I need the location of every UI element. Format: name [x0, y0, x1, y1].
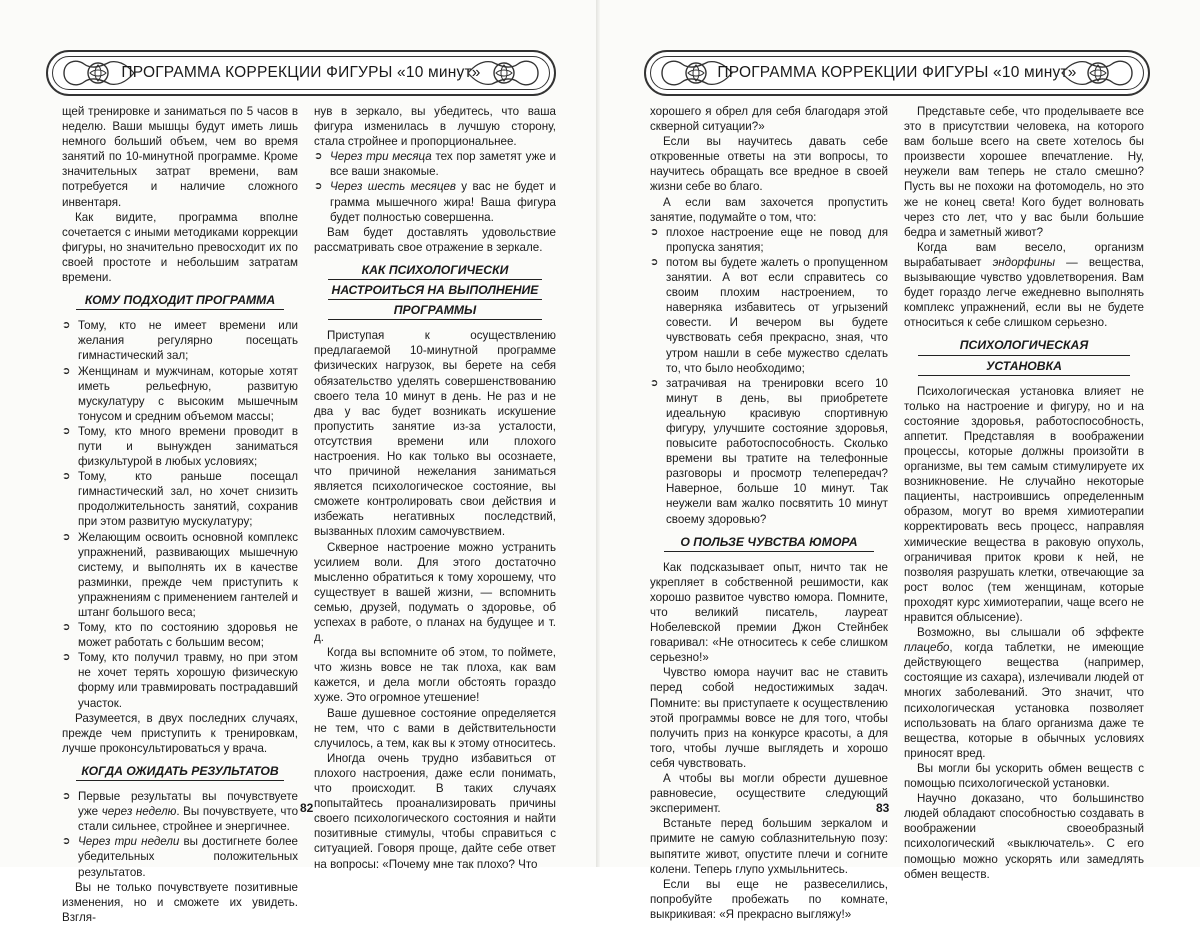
list-item: ➲ затрачивая на тренировки всего 10 минут в день, вы приобретете идеальную красивую спортивную фигуру, улучшите состояние здоровья, повысите работоспособность. Сколько времени вы тратите на телефонные разговоры и просмотр телепередач? Наверное, больше 10 минут. Так неужели вам жалко посвятить 10 минут своему здоровью?: [650, 376, 888, 527]
list-item: ➲ Желающим освоить основной комплекс упражнений, развивающих мышечную систему, и выполнять их в качестве разминки, прежде чем приступить к упражнениям с применением гантелей и штанг большого веса;: [62, 530, 298, 621]
paragraph: А чтобы вы могли обрести душевное равновесие, осуществите следующий эксперимент.: [650, 772, 888, 816]
page-number: 83: [876, 801, 890, 815]
paragraph: Представьте себе, что проделываете все это в присутствии человека, на которого вам больше всего на свете хотелось бы произвести хорошее впечатление. Ну, неужели вам теперь не стало смешно? Пусть вы не похожи на фотомодель, но это же не конец света! Кого будет волновать через сто лет, что у вас были большие бедра и заметный живот?: [904, 105, 1144, 239]
bullet-list: [62, 789, 298, 880]
right-column-2: [904, 104, 1144, 882]
list-item: ➲ Женщинам и мужчинам, которые хотят иметь рельефную, развитую мускулатуру с высоким мышечным тонусом и средним объемом массы;: [62, 364, 298, 424]
running-header: [46, 50, 556, 96]
paragraph: Когда вы вспомните об этом, то поймете, что жизнь вовсе не так плоха, как вам кажется, и дела могли обстоять гораздо хуже. Это огромное утешение!: [314, 646, 556, 705]
paragraph: Возможно, вы слышали об эффекте плацебо, когда таблетки, не имеющие действующего вещества (например, состоящие из сахара), излечивали людей от многих заболеваний. Это значит, что психологическая установка позволяет использовать на благо организма даже те вещества, которые в обычных условиях приносят вред.: [904, 626, 1144, 760]
list-item: ➲ плохое настроение еще не повод для пропуска занятия;: [650, 225, 888, 255]
section-heading: КАК ПСИХОЛОГИЧЕСКИ НАСТРОИТЬСЯ НА ВЫПОЛНЕНИЕ ПРОГРАММЫ: [314, 263, 556, 320]
paragraph: хорошего я обрел для себя благодаря этой скверной ситуации?»: [650, 105, 888, 134]
running-header: [644, 50, 1150, 96]
paragraph: Вы не только почувствуете позитивные изменения, но и сможете их увидеть. Взгля-: [62, 880, 298, 924]
section-heading: ПСИХОЛОГИЧЕСКАЯ УСТАНОВКА: [904, 338, 1144, 375]
paragraph: Научно доказано, что большинство людей обладают способностью создавать в воображении своеобразный психологический «выключатель». С его помощью можно ускорять или замедлять обмен веществ.: [904, 792, 1144, 881]
list-item: ➲ Первые результаты вы почувствуете уже через неделю. Вы почувствуете, что стали сильнее, стройнее и энергичнее.: [62, 789, 298, 834]
list-item: ➲ Через три недели вы достигнете более убедительных положительных результатов.: [62, 834, 298, 879]
paragraph: нув в зеркало, вы убедитесь, что ваша фигура изменилась в лучшую сторону, стала стройнее и пропорциональнее.: [314, 105, 556, 149]
paragraph: Разумеется, в двух последних случаях, прежде чем приступить к тренировкам, лучше проконсультироваться у врача.: [62, 711, 298, 755]
list-item: ➲ Тому, кто получил травму, но при этом не хочет терять хорошую физическую форму или травмировать пострадавший участок.: [62, 650, 298, 710]
section-heading: КОГДА ОЖИДАТЬ РЕЗУЛЬТАТОВ: [62, 764, 298, 781]
paragraph: Чувство юмора научит вас не ставить перед собой недостижимых задач. Помните: вы приступаете к осуществлению этой программы вовсе не для того, чтобы получить приз на конкурсе красоты, а для того, чтобы лучше выглядеть и хорошо себя чувствовать.: [650, 666, 888, 770]
right-page: [600, 0, 1200, 921]
paragraph: Скверное настроение можно устранить усилием воли. Для этого достаточно мысленно обратиться к тому хорошему, что существует в вашей жизни, — вспомнить семью, друзей, подумать о здоровье, об успехах в работе, о планах на будущее и т. д.: [314, 540, 556, 645]
list-item: ➲ Тому, кто много времени проводит в пути и вынужден заниматься физкультурой в любых условиях;: [62, 424, 298, 469]
section-heading: КОМУ ПОДХОДИТ ПРОГРАММА: [62, 293, 298, 310]
paragraph: Если вы еще не развеселились, попробуйте пробежать по комнате, выкрикивая: «Я прекрасно выгляжу!»: [650, 877, 888, 921]
list-item: ➲ потом вы будете жалеть о пропущенном занятии. А вот если справитесь со своим плохим настроением, то наверняка избавитесь от угрызений совести. И вечером вы будете чувствовать себя прекрасно, зная, что утром нашли в себе мужество сделать то, что было необходимо;: [650, 255, 888, 376]
paragraph: Когда вам весело, организм вырабатывает эндорфины — вещества, вызывающие чувство удовлетворения. Вам будет гораздо легче ежедневно выполнять комплекс упражнений, если вы не будете относиться к себе слишком серьезно.: [904, 240, 1144, 330]
list-item: ➲ Через три месяца тех пор заметят уже и все ваши знакомые.: [314, 149, 556, 179]
paragraph: щей тренировке и заниматься по 5 часов в неделю. Ваши мышцы будут иметь лишь немного больший объем, чем во время занятий по 10-минутной программе. Кроме значительных затрат времени, вам потребуется и наличие сложного инвентаря.: [62, 105, 298, 209]
list-item: ➲ Тому, кто по состоянию здоровья не может работать с большим весом;: [62, 620, 298, 650]
right-column-1: [650, 104, 888, 922]
header-title: ПРОГРАММА КОРРЕКЦИИ ФИГУРЫ «10 минут»: [717, 64, 1077, 81]
paragraph: Вы могли бы ускорить обмен веществ с помощью психологической установки.: [904, 761, 1144, 791]
bullet-list: [650, 225, 888, 527]
paragraph: Иногда очень трудно избавиться от плохого настроения, даже если понимать, что происходит. В таких случаях попытайтесь проанализировать причины своего психологического состояния и найти позитивные стимулы, чтобы справиться с ситуацией. Говоря проще, дайте себе ответ на вопросы: «Почему мне так плохо? Что: [314, 751, 556, 871]
paragraph: Если вы научитесь давать себе откровенные ответы на эти вопросы, то научитесь обращать все вредное в своей жизни себе во благо.: [650, 135, 888, 194]
paragraph: Психологическая установка влияет не только на настроение и фигуру, но и на состояние здоровья, работоспособность, аппетит. Представляя в воображении процессы, которые должны произойти в организме, вы тем самым стимулируете их возникновение. Не случайно некоторые пациенты, настроившись определенным образом, могут во время химиотерапии корректировать весь процесс, направляя химические вещества в раковую опухоль, ограничивая приток крови к ней, не позволяя разрушать клетки, отвечающие за рост волос (тем женщинам, которые проходят курс химиотерапии, чаще всего не нравится облысение).: [904, 384, 1144, 624]
paragraph: Как видите, программа вполне сочетается с иными методиками коррекции фигуры, но значительно превосходит их по своей простоте и небольшим затратам времени.: [62, 210, 298, 285]
list-item: ➲ Через шесть месяцев у вас не будет и грамма мышечного жира! Ваша фигура будет полностью совершенна.: [314, 179, 556, 224]
header-title: ПРОГРАММА КОРРЕКЦИИ ФИГУРЫ «10 минут»: [121, 64, 481, 81]
left-column-1: [62, 104, 298, 925]
section-heading: О ПОЛЬЗЕ ЧУВСТВА ЮМОРА: [650, 535, 888, 552]
bullet-list: [314, 149, 556, 224]
list-item: ➲ Тому, кто не имеет времени или желания регулярно посещать гимнастический зал;: [62, 318, 298, 363]
paragraph: А если вам захочется пропустить занятие, подумайте о том, что:: [650, 195, 888, 224]
paragraph: Встаньте перед большим зеркалом и примите не самую соблазнительную позу: выпятите живот, опустите плечи и согните колени. Теперь глупо ухмыльнитесь.: [650, 817, 888, 876]
page-number: 82: [300, 801, 314, 815]
paragraph: Ваше душевное состояние определяется не тем, что с вами в действительности случилось, а тем, как вы к этому относитесь.: [314, 706, 557, 750]
list-item: ➲ Тому, кто раньше посещал гимнастический зал, но хочет снизить продолжительность занятий, сохранив при этом развитую мускулатуру;: [62, 469, 298, 529]
paragraph: Вам будет доставлять удовольствие рассматривать свое отражение в зеркале.: [314, 225, 556, 254]
paragraph: Как подсказывает опыт, ничто так не укрепляет в собственной решимости, как хорошо развитое чувство юмора. Помните, что великий писатель, лауреат Нобелевской премии Джон Стейнбек говаривал: «Не относитесь к себе слишком серьезно!»: [650, 560, 888, 665]
ornament-right-icon: [464, 54, 544, 92]
paragraph: Приступая к осуществлению предлагаемой 10-минутной программе физических нагрузок, вы берете на себя обязательство уделять совершенствованию своего тела 10 минут в день. Не раз и не два у вас будет возникать искушение пропустить занятие из-за усталости, отсутствия времени или плохого настроения. Но как только вы осознаете, что причиной нежелания заниматься является психологическое состояние, вы сможете контролировать свои действия и избежать негативных последствий, вызванных плохим самочувствием.: [314, 329, 556, 539]
bullet-list: [62, 318, 298, 710]
ornament-right-icon: [1058, 54, 1138, 92]
left-page: [0, 0, 600, 924]
left-column-2: [314, 104, 556, 872]
